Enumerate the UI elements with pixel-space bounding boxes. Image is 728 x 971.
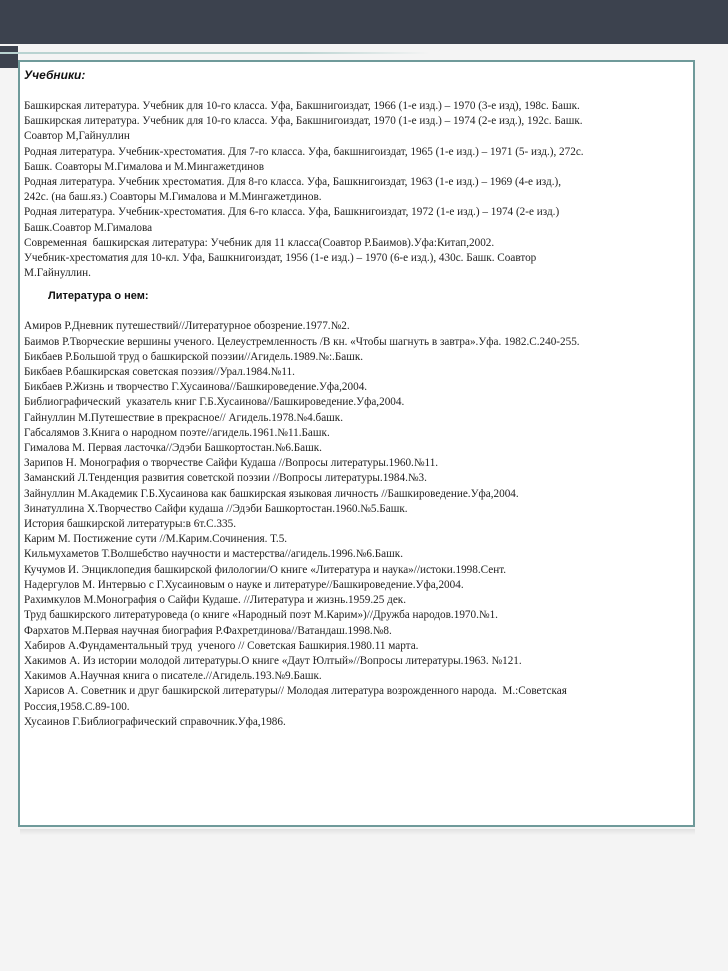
- textbooks-heading: Учебники:: [24, 68, 86, 82]
- list-item: Зайнуллин М.Академик Г.Б.Хусаинова как башкирская языковая личность //Башкироведение.Уфа,2004.: [24, 487, 519, 500]
- list-item: Амиров Р.Дневник путешествий//Литературное обозрение.1977.№2.: [24, 320, 350, 333]
- list-item: Башк. Соавторы М.Гималова и М.Мингажетдинов: [24, 160, 265, 173]
- list-item: Баимов Р.Творческие вершины ученого. Целеустремленность /В кн. «Чтобы шагнуть в завтра».Уфа. 1982.С.240-255.: [24, 335, 580, 348]
- accent-block: [0, 46, 18, 68]
- list-item: Надергулов М. Интервью с Г.Хусаиновым о науке и литературе//Башкироведение.Уфа,2004.: [24, 578, 464, 591]
- list-item: Башкирская литература. Учебник для 10-го класса. Уфа, Бакшнигоиздат, 1966 (1-е изд.) – 1970 (3-е изд), 198с. Башк.: [24, 100, 580, 112]
- slide-content: [24, 68, 689, 730]
- list-item: Кильмухаметов Т.Волшебство научности и мастерства//агидель.1996.№6.Башк.: [24, 548, 403, 561]
- list-item: Рахимкулов М.Монография о Сайфи Кудаше. //Литература и жизнь.1959.25 дек.: [24, 594, 407, 607]
- list-item: Родная литература. Учебник хрестоматия. Для 8-го класса. Уфа, Башкнигоиздат, 1963 (1-е изд.) – 1969 (4-е изд.),: [24, 176, 562, 189]
- list-item: Башк.Соавтор М.Гималова: [24, 221, 153, 234]
- list-item: Труд башкирского литературоведа (о книге «Народный поэт М.Карим»)//Дружба народов.1970.№1.: [24, 609, 498, 622]
- frame-shadow: [20, 829, 695, 835]
- list-item: Учебник-хрестоматия для 10-кл. Уфа, Башкнигоиздат, 1956 (1-е изд.) – 1970 (6-е изд.), 430с. Башк. Соавтор: [24, 252, 537, 265]
- list-item: Габсалямов З.Книга о народном поэте//агидель.1961.№11.Башк.: [24, 426, 330, 439]
- list-item: Кучумов И. Энциклопедия башкирской филологии/О книге «Литература и наука»//истоки.1998.Сент.: [24, 563, 507, 576]
- list-item: История башкирской литературы:в 6т.С.335.: [24, 518, 237, 531]
- list-item: Харисов А. Советник и друг башкирской литературы// Молодая литература возрожденного народа. М.:Советская: [24, 685, 567, 698]
- list-item: Хакимов А.Научная книга о писателе.//Агидель.193.№9.Башк.: [24, 670, 322, 683]
- list-item: Соавтор М,Гайнуллин: [24, 130, 130, 143]
- literature-list: [24, 319, 689, 729]
- list-item: Хабиров А.Фундаментальный труд ученого // Советская Башкирия.1980.11 марта.: [24, 639, 419, 652]
- list-item: М.Гайнуллин.: [24, 267, 91, 280]
- list-item: Хакимов А. Из истории молодой литературы.О книге «Даут Юлтый»//Вопросы литературы.1963. №121.: [24, 654, 522, 667]
- list-item: Фархатов М.Первая научная биография Р.Фахретдинова//Ватандаш.1998.№8.: [24, 624, 392, 637]
- textbooks-list: [24, 99, 689, 281]
- accent-line: [0, 52, 430, 54]
- list-item: Бикбаев Р.башкирская советская поэзия//Урал.1984.№11.: [24, 366, 295, 379]
- list-item: Гайнуллин М.Путешествие в прекрасное// Агидель.1978.№4.башк.: [24, 411, 344, 424]
- list-item: Карим М. Постижение сути //М.Карим.Сочинения. Т.5.: [24, 533, 288, 546]
- list-item: Зинатуллина Х.Творчество Сайфи кудаша //Эдэби Башкортостан.1960.№5.Башк.: [24, 502, 408, 515]
- list-item: Родная литература. Учебник-хрестоматия. Для 6-го класса. Уфа, Башкнигоиздат, 1972 (1-е изд.) – 1974 (2-е изд.): [24, 206, 560, 219]
- list-item: Бикбаев Р.Жизнь и творчество Г.Хусаинова//Башкироведение.Уфа,2004.: [24, 381, 368, 394]
- list-item: Россия,1958.С.89-100.: [24, 700, 130, 713]
- list-item: Башкирская литература. Учебник для 10-го класса. Уфа, Бакшнигоиздат, 1970 (1-е изд.) – 1974 (2-е изд.), 192с. Башк.: [24, 115, 583, 128]
- list-item: Хусаинов Г.Библиографический справочник.Уфа,1986.: [24, 715, 286, 728]
- list-item: Зарипов Н. Монография о творчестве Сайфи Кудаша //Вопросы литературы.1960.№11.: [24, 457, 439, 470]
- list-item: Библиографический указатель книг Г.Б.Хусаинова//Башкироведение.Уфа,2004.: [24, 396, 405, 409]
- list-item: Гималова М. Первая ласточка//Эдэби Башкортостан.№6.Башк.: [24, 442, 322, 455]
- top-title-bar: [0, 0, 728, 44]
- list-item: Родная литература. Учебник-хрестоматия. Для 7-го класса. Уфа, бакшнигоиздат, 1965 (1-е изд.) – 1971 (5- изд.), 272с.: [24, 145, 584, 158]
- list-item: 242с. (на баш.яз.) Соавторы М.Гималова и М.Мингажетдинов.: [24, 191, 322, 204]
- list-item: Бикбаев Р.Большой труд о башкирской поэзии//Агидель.1989.№:.Башк.: [24, 350, 364, 363]
- literature-heading: Литература о нем:: [48, 290, 149, 303]
- list-item: Заманский Л.Тенденция развития советской поэзии //Вопросы литературы.1984.№3.: [24, 472, 427, 485]
- list-item: Современная башкирская литература: Учебник для 11 класса(Соавтор Р.Баимов).Уфа:Китап,2002.: [24, 236, 495, 249]
